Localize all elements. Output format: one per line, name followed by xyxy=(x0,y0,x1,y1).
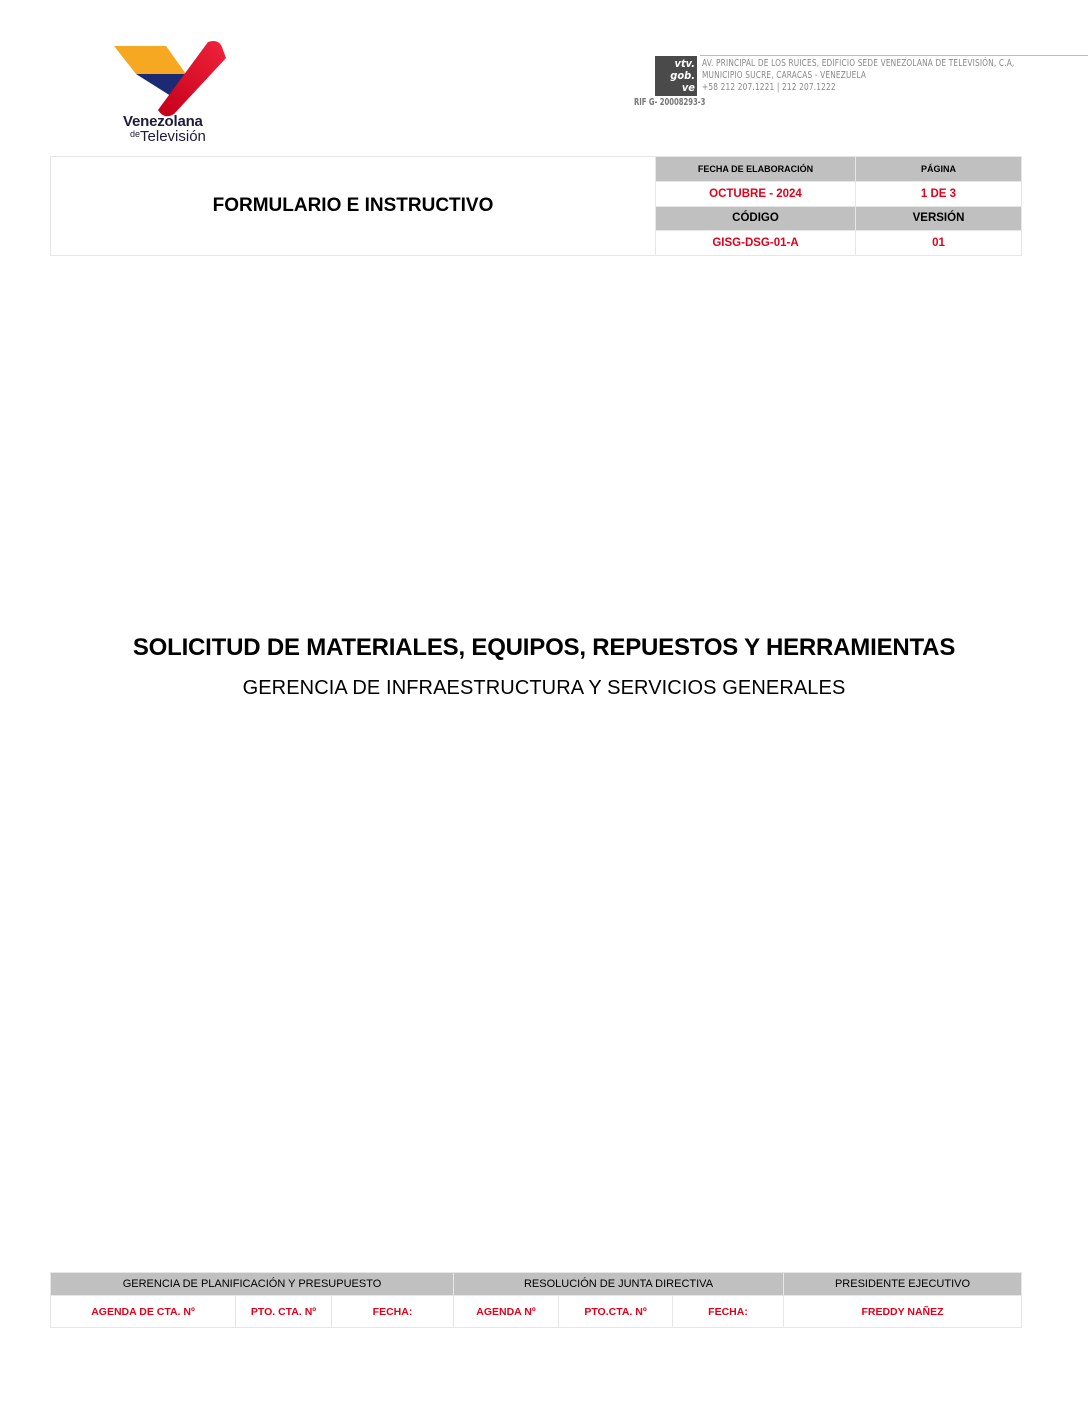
approvals-table xyxy=(50,1272,1022,1328)
agenda-field: AGENDA Nº xyxy=(454,1296,559,1328)
logo-wordmark-line1: Venezolana xyxy=(123,113,203,130)
address-block xyxy=(702,58,1014,94)
fecha-resolucion-field: FECHA: xyxy=(673,1296,784,1328)
planificacion-header: GERENCIA DE PLANIFICACIÓN Y PRESUPUESTO xyxy=(51,1273,454,1296)
pagina-value: 1 DE 3 xyxy=(856,181,1022,206)
address-line-2: MUNICIPIO SUCRE, CARACAS - VENEZUELA xyxy=(702,70,867,81)
resolucion-header: RESOLUCIÓN DE JUNTA DIRECTIVA xyxy=(454,1273,784,1296)
document-title: SOLICITUD DE MATERIALES, EQUIPOS, REPUESTOS Y HERRAMIENTAS xyxy=(132,634,956,661)
document-header-table xyxy=(50,156,1022,256)
version-label: VERSIÓN xyxy=(856,206,1022,231)
pto-cta-resolucion-field: PTO.CTA. Nº xyxy=(559,1296,673,1328)
presidente-header: PRESIDENTE EJECUTIVO xyxy=(784,1273,1022,1296)
presidente-name: FREDDY NAÑEZ xyxy=(784,1296,1022,1328)
document-subtitle: GERENCIA DE INFRAESTRUCTURA Y SERVICIOS GENERALES xyxy=(242,677,846,699)
phone-line: +58 212 207.1221 | 212 207.1222 xyxy=(702,82,836,93)
agenda-cta-field: AGENDA DE CTA. Nº xyxy=(51,1296,236,1328)
form-title: FORMULARIO E INSTRUCTIVO xyxy=(51,157,656,256)
logo-wordmark-line2 xyxy=(130,128,206,145)
codigo-value: GISG-DSG-01-A xyxy=(656,231,856,256)
rif-number: RIF G- 20008293-3 xyxy=(634,97,706,108)
vtv-gob-ve-badge: vtv. gob. ve xyxy=(655,56,697,96)
logo-wordmark-de: de xyxy=(130,129,141,139)
pagina-label: PÁGINA xyxy=(856,157,1022,182)
pto-cta-field: PTO. CTA. Nº xyxy=(236,1296,332,1328)
codigo-label: CÓDIGO xyxy=(656,206,856,231)
logo-wordmark-television: Televisión xyxy=(140,128,206,145)
version-value: 01 xyxy=(856,231,1022,256)
fecha-label: FECHA DE ELABORACIÓN xyxy=(656,157,856,182)
fecha-value: OCTUBRE - 2024 xyxy=(656,181,856,206)
address-line-1: AV. PRINCIPAL DE LOS RUICES, EDIFICIO SEDE VENEZOLANA DE TELEVISIÓN, C.A, xyxy=(702,58,1015,69)
header-rule xyxy=(700,55,1088,56)
fecha-field: FECHA: xyxy=(332,1296,454,1328)
